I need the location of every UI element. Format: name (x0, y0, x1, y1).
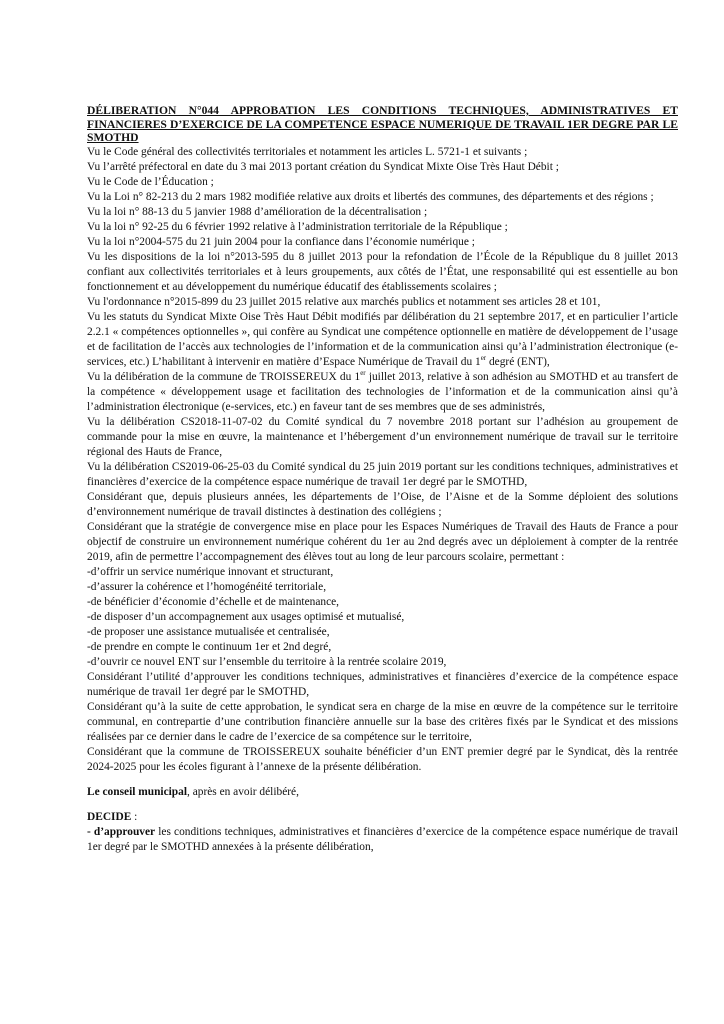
visa-paragraph: Vu le Code général des collectivités territoriales et notamment les articles L. 5721-1 et suivants ; (87, 145, 528, 158)
considerant-paragraph: Considérant qu’à la suite de cette approbation, le syndicat sera en charge de la mise en œuvre de la compétence sur le territoire communal, en contrepartie d’une contribution financière annuelle sur la base des critères fixés par le Syndicat et des missions réalisées par ce dernier dans le cadre de l’exercice de sa compétence sur le territoire, (87, 700, 678, 743)
deliberation-title: DÉLIBERATION N°044 APPROBATION LES CONDITIONS TECHNIQUES, ADMINISTRATIVES ET FINANCIERES D’EXERCICE DE LA COMPETENCE ESPACE NUMERIQUE DE TRAVAIL 1ER DEGRE PAR LE SMOTHD (87, 104, 678, 144)
list-item: -de prendre en compte le continuum 1er et 2nd degré, (87, 640, 332, 653)
visa-paragraph: Vu la loi n°2004-575 du 21 juin 2004 pour la confiance dans l’économie numérique ; (87, 235, 475, 248)
decision-verb: - d’approuver (87, 825, 156, 838)
troissereux-superscript: er (360, 368, 366, 377)
decision-paragraph (87, 825, 678, 855)
visa-statuts-paragraph (87, 310, 678, 370)
conseil-municipal-line (87, 785, 678, 800)
visa-paragraph: Vu les dispositions de la loi n°2013-595 du 8 juillet 2013 pour la refondation de l’École de la République du 8 juillet 2013 confiant aux collectivités territoriales et à leurs groupements, aux côtés de l’État, une responsabilité qui est essentielle au bon fonctionnement et au développement du numérique éducatif des établissements scolaires ; (87, 250, 678, 293)
considerant-paragraph: Considérant que la stratégie de convergence mise en place pour les Espaces Numériques de Travail des Hauts de France a pour objectif de construire un environnement numérique cohérent du 1er au 2nd degrés avec un déploiement à compter de la rentrée 2019, afin de permettre l’accompagnement des élèves tout au long de leur parcours scolaire, permettant : (87, 520, 678, 563)
list-item: -de proposer une assistance mutualisée et centralisée, (87, 625, 330, 638)
decision-text: les conditions techniques, administratives et financières d’exercice de la compétence espace numérique de travail 1er degré par le SMOTHD annexées à la présente délibération, (87, 825, 678, 853)
conseil-municipal-text: , après en avoir délibéré, (187, 785, 299, 798)
list-item: -de disposer d’un accompagnement aux usages optimisé et mutualisé, (87, 610, 405, 623)
document-body (87, 104, 678, 855)
visa-paragraph: Vu la loi n° 92-25 du 6 février 1992 relative à l’administration territoriale de la République ; (87, 220, 508, 233)
list-item: -d’offrir un service numérique innovant et structurant, (87, 565, 334, 578)
visa-paragraph: Vu l’arrêté préfectoral en date du 3 mai 2013 portant création du Syndicat Mixte Oise Très Haut Débit ; (87, 160, 559, 173)
statuts-text: Vu les statuts du Syndicat Mixte Oise Très Haut Débit modifiés par délibération du 21 septembre 2017, et en particulier l’article 2.2.1 « compétences optionnelles », qui confère au Syndicat une compétence optionnelle en matière de développement de l’usage et de facilitation de l’accès aux technologies de l’information et de la communication ainsi qu’à l’administration électronique (e-services, etc.) L’habilitant à intervenir en matière d’Espace Numérique de Travail du 1 (87, 310, 678, 368)
considerant-paragraph: Considérant que la commune de TROISSEREUX souhaite bénéficier d’un ENT premier degré par le Syndicat, dès la rentrée 2024-2025 pour les écoles figurant à l’annexe de la présente délibération. (87, 745, 678, 773)
decide-heading: DECIDE (87, 810, 132, 823)
list-item: -d’assurer la cohérence et l’homogénéité territoriale, (87, 580, 327, 593)
considerant-paragraph: Considérant que, depuis plusieurs années, les départements de l’Oise, de l’Aisne et de la Somme déploient des solutions d’environnement numérique de travail distinctes à destination des collégiens ; (87, 490, 678, 518)
list-item: -d’ouvrir ce nouvel ENT sur l’ensemble du territoire à la rentrée scolaire 2019, (87, 655, 447, 668)
conseil-municipal-label: Le conseil municipal (87, 785, 187, 798)
visa-paragraph: Vu la délibération CS2019-06-25-03 du Comité syndical du 25 juin 2019 portant sur les conditions techniques, administratives et financières d’exercice de la compétence espace numérique de travail 1er degré par le SMOTHD, (87, 460, 678, 488)
considerant-paragraph: Considérant l’utilité d’approuver les conditions techniques, administratives et financières d’exercice de la compétence espace numérique de travail 1er degré par le SMOTHD, (87, 670, 678, 698)
decide-heading-line (87, 810, 678, 825)
statuts-text-end: degré (ENT), (486, 355, 550, 368)
visa-paragraph: Vu la loi n° 88-13 du 5 janvier 1988 d’amélioration de la décentralisation ; (87, 205, 428, 218)
visa-paragraph: Vu le Code de l’Éducation ; (87, 175, 214, 188)
visa-paragraph: Vu l'ordonnance n°2015-899 du 23 juillet 2015 relative aux marchés publics et notamment ses articles 28 et 101, (87, 295, 601, 308)
visa-paragraph: Vu la Loi n° 82-213 du 2 mars 1982 modifiée relative aux droits et libertés des communes, des départements et des régions ; (87, 190, 654, 203)
troissereux-text-end: juillet 2013, relative à son adhésion au SMOTHD et au transfert de la compétence « développement usage et facilitation des technologies de l’information et de la communication ainsi qu’à l’administration électronique (e-services, etc.) en faveur tant de ses membres que de ses administrés, (87, 370, 679, 413)
troissereux-text: Vu la délibération de la commune de TROISSEREUX du 1 (87, 370, 361, 383)
statuts-superscript: er (480, 353, 487, 362)
decide-suffix: : (131, 810, 138, 823)
visa-troissereux-paragraph (87, 370, 678, 415)
list-item: -de bénéficier d’économie d’échelle et de maintenance, (87, 595, 340, 608)
visa-paragraph: Vu la délibération CS2018-11-07-02 du Comité syndical du 7 novembre 2018 portant sur l’adhésion au groupement de commande pour la mise en œuvre, la maintenance et l’hébergement d’un environnement numérique de travail sur le territoire régional des Hauts de France, (87, 415, 678, 458)
